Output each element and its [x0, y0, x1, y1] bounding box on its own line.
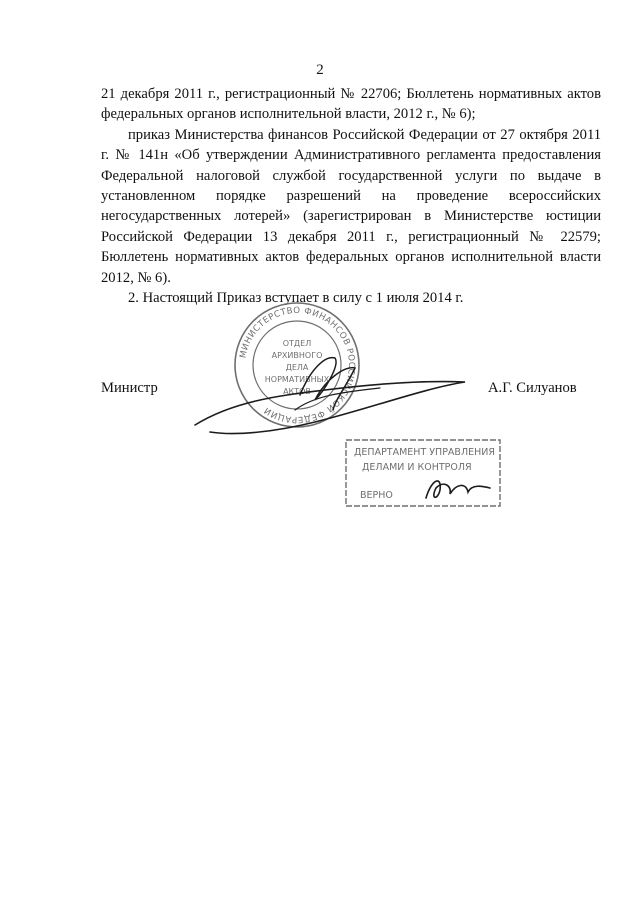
stamp-line-2: ДЕЛАМИ И КОНТРОЛЯ	[362, 462, 472, 473]
stamp-line-1: ДЕПАРТАМЕНТ УПРАВЛЕНИЯ	[354, 447, 495, 458]
seal-line-5: АКТОВ	[283, 387, 311, 396]
document-body	[101, 84, 601, 308]
paragraph-order-reference: приказ Министерства финансов Российской Федерации от 27 октября 2011 г. № 141н «Об утверждении Административного регламента предоставления Федеральной налоговой службой государственной услуги по выдаче в установленном порядке разрешений на проведение всероссийских негосударственных лотерей» (зарегистрирован в Министерстве юстиции Российской Федерации 13 декабря 2011 г., регистрационный № 22579; Бюллетень нормативных актов федеральных органов исполнительной власти 2012, № 6).	[101, 126, 601, 286]
stamp-line-3: ВЕРНО	[360, 490, 393, 501]
seal-line-2: АРХИВНОГО	[271, 351, 323, 360]
seal-line-3: ДЕЛА	[285, 363, 309, 372]
page-number: 2	[316, 62, 324, 78]
paragraph-continuation: 21 декабря 2011 г., регистрационный № 22706; Бюллетень нормативных актов федеральных органов исполнительной власти, 2012 г., № 6);	[101, 86, 601, 123]
seal-line-1: ОТДЕЛ	[282, 339, 312, 348]
signer-position: Министр	[101, 380, 158, 396]
verification-stamp	[344, 438, 504, 510]
seal-line-4: НОРМАТИВНЫХ	[264, 375, 330, 384]
signer-name: А.Г. Силуанов	[488, 380, 577, 396]
paragraph-effective-date: 2. Настоящий Приказ вступает в силу с 1 июля 2014 г.	[128, 290, 464, 307]
handwritten-signature	[175, 340, 475, 450]
signature-area	[0, 300, 640, 530]
seal-ring-text: МИНИСТЕРСТВО ФИНАНСОВ РОССИЙСКОЙ ФЕДЕРАЦИИ	[238, 305, 357, 425]
